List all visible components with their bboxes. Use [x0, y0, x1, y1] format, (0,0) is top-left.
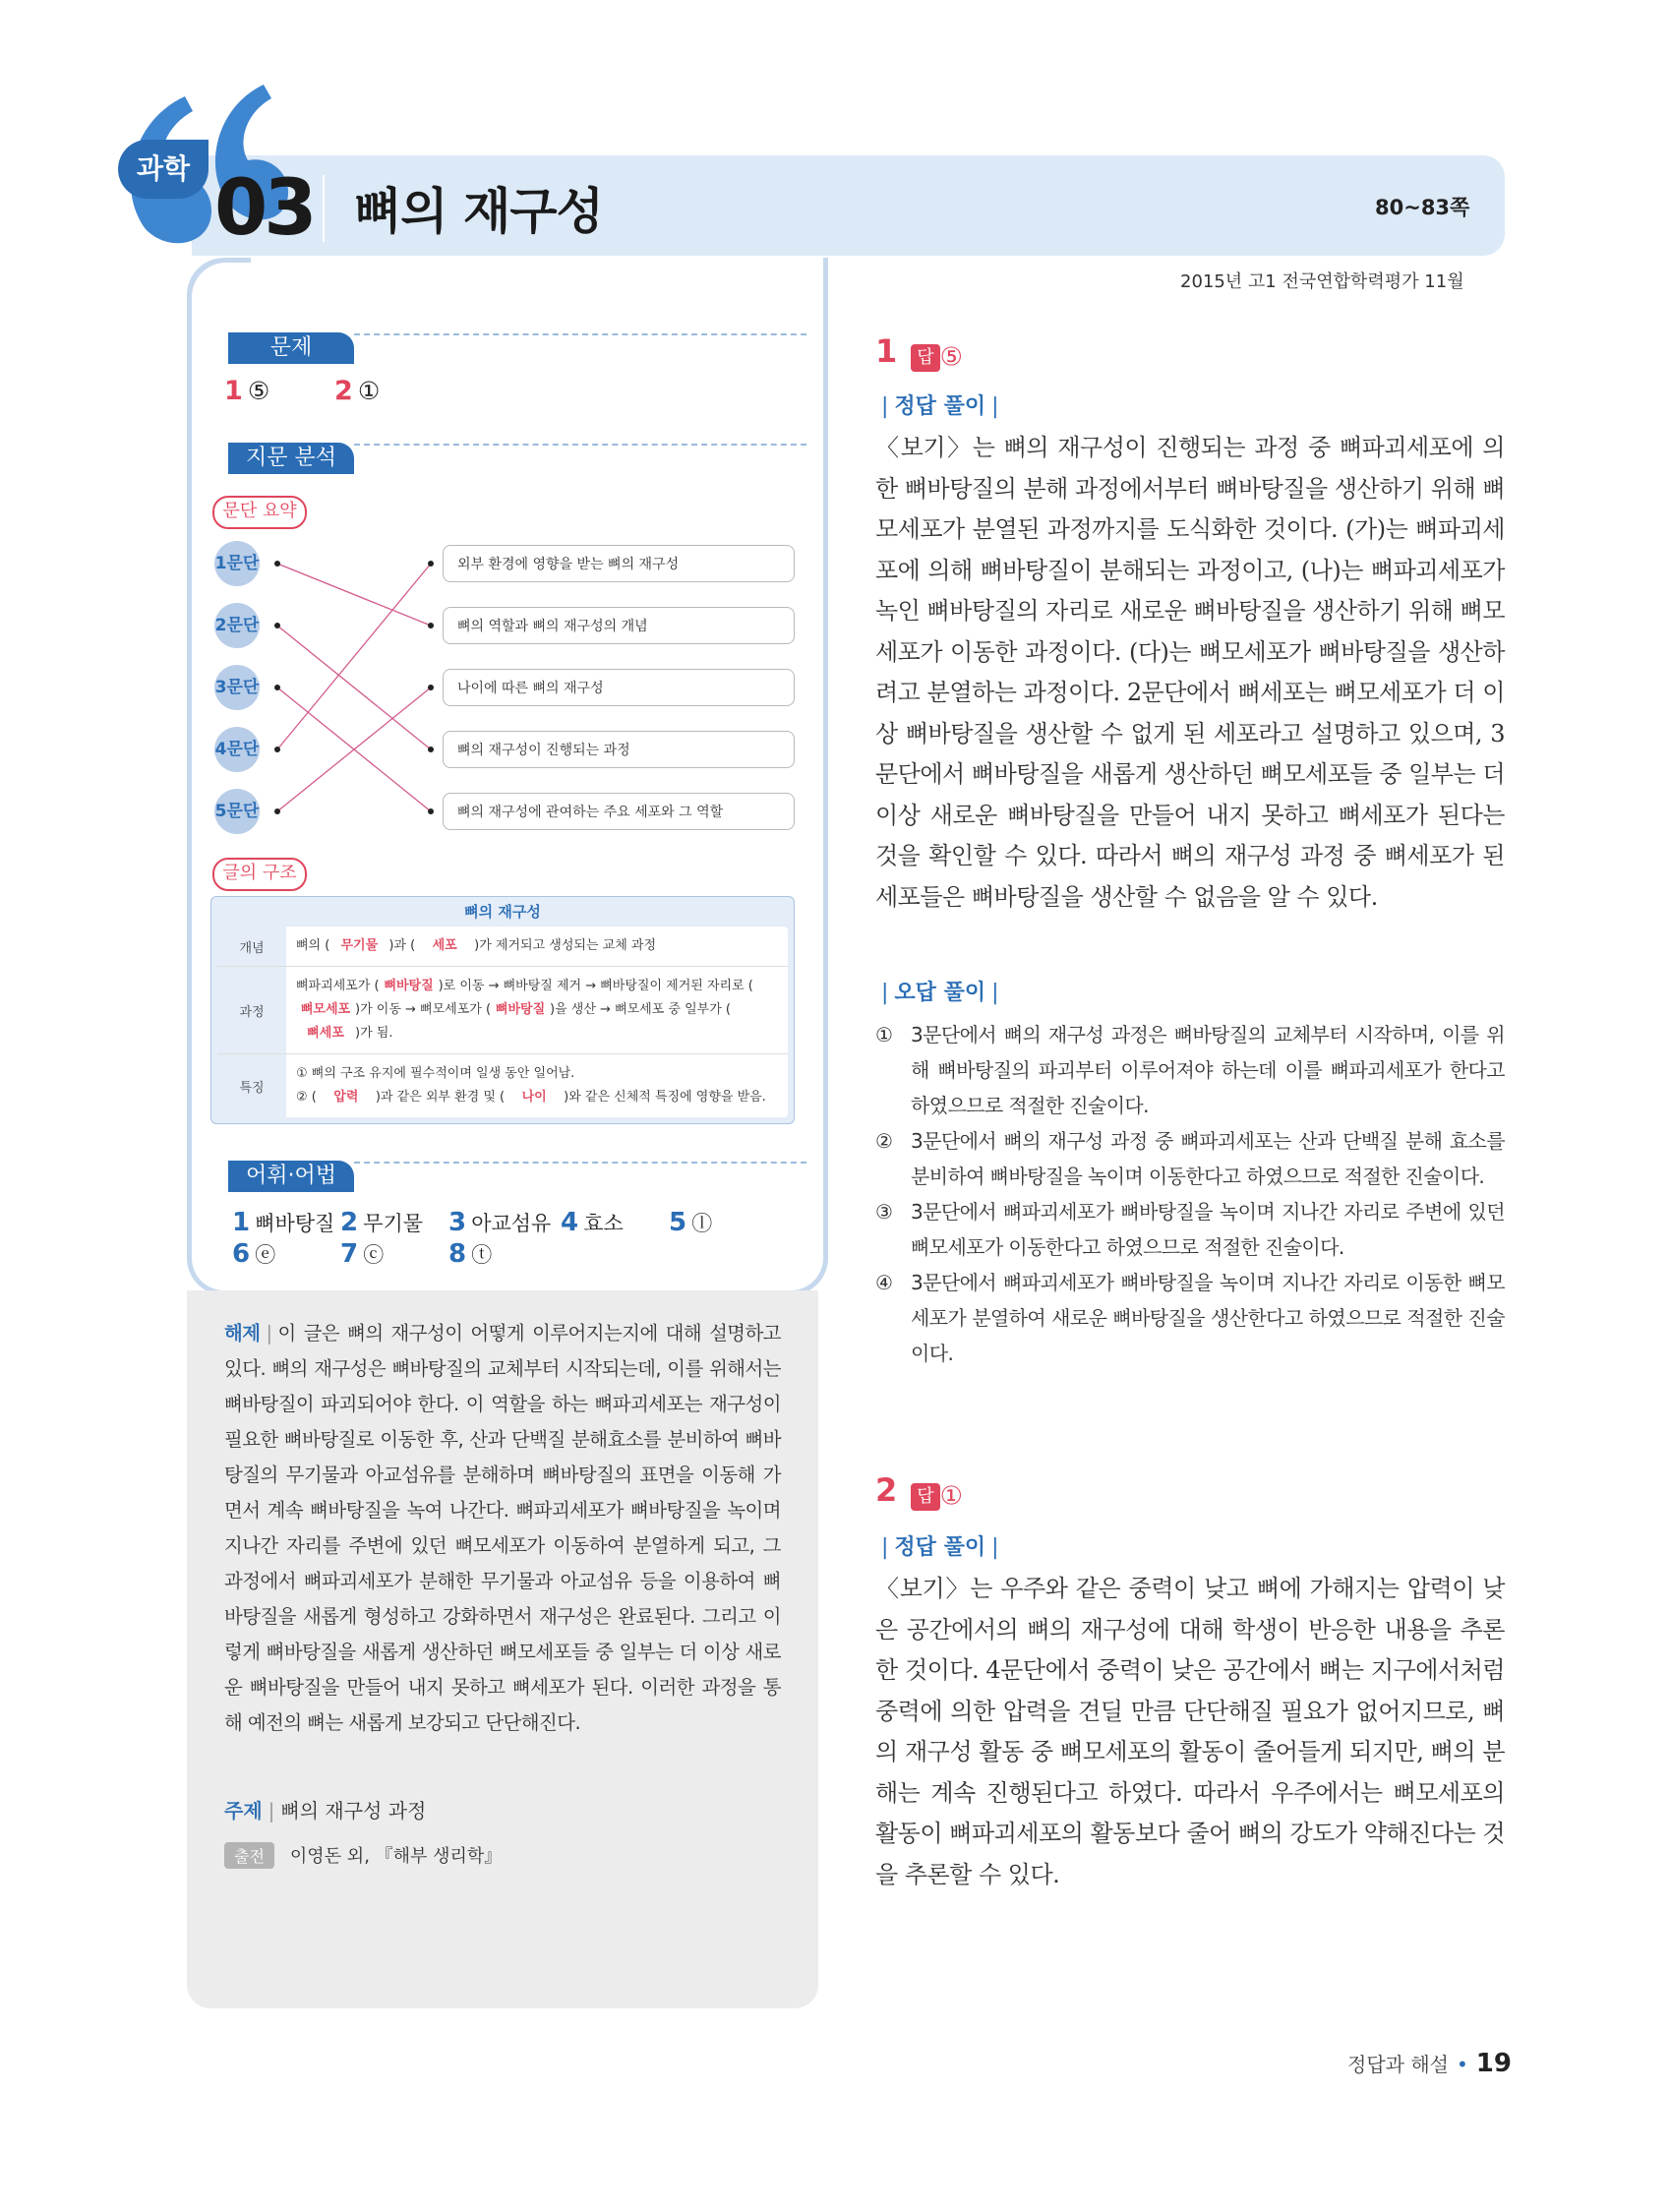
- row-text-part: ② (: [296, 1090, 317, 1105]
- vocab-number: 8: [448, 1239, 467, 1269]
- structure-row-concept: [217, 927, 788, 966]
- fill-blank: 세포: [432, 938, 457, 953]
- problem-answer-1: [224, 376, 269, 406]
- row-text: [286, 967, 788, 1053]
- page-title: 뼈의 재구성: [354, 183, 603, 240]
- vocab-number: 5: [669, 1208, 687, 1237]
- vocab-item-3: [448, 1208, 551, 1237]
- problem-answer-2: [334, 376, 380, 406]
- footer-label: 정답과 해설: [1347, 2053, 1449, 2076]
- fill-blank: 뼈바탕질: [495, 1002, 546, 1017]
- structure-row-process: [217, 966, 788, 1053]
- option-mark: ①: [875, 1023, 893, 1046]
- structure-label: 글의 구조: [212, 858, 307, 891]
- row-text-part: )와 같은 신체적 특징에 영향을 받음.: [564, 1090, 766, 1105]
- page-range: 80~83쪽: [1375, 196, 1470, 219]
- option-mark: ②: [875, 1129, 893, 1153]
- fill-blank: 뼈세포: [307, 1026, 344, 1041]
- heading-text: 오답 풀이: [894, 981, 986, 1005]
- vocab-item-4: [561, 1208, 624, 1237]
- summary-box-4: 뼈의 재구성이 진행되는 과정: [443, 731, 795, 768]
- row-text: [286, 1054, 788, 1117]
- vocab-value: 효소: [583, 1212, 624, 1235]
- explanation-text: [224, 1316, 781, 1741]
- summary-label: 문단 요약: [212, 496, 307, 529]
- row-text-part: )과 같은 외부 환경 및 (: [375, 1090, 506, 1105]
- q1-heading: [875, 332, 963, 373]
- paragraph-1: 1문단: [214, 541, 260, 586]
- row-text-part: )을 생산 → 뼈모세포 중 일부가 (: [550, 1002, 731, 1017]
- vocab-item-8: [448, 1239, 492, 1269]
- page-number: 19: [1475, 2049, 1512, 2078]
- fill-blank: 뼈바탕질: [384, 979, 434, 993]
- question-number: 2: [875, 1471, 898, 1509]
- option-text: 3문단에서 뼈의 재구성 과정은 뼈바탕질의 교체부터 시작하며, 이를 위해 뼈바탕질의 파괴부터 이루어져야 하는데 이를 뼈파괴세포가 한다고 하였으므로 적절한 진술이다.: [911, 1023, 1505, 1117]
- summary-box-3: 나이에 따른 뼈의 재구성: [443, 669, 795, 706]
- explanation-body: 이 글은 뼈의 재구성이 어떻게 이루어지는지에 대해 설명하고 있다. 뼈의 재구성은 뼈바탕질의 교체부터 시작되는데, 이를 위해서는 뼈바탕질이 파괴되어야 한다. 이 역할을 하는 뼈파괴세포는 재구성이 필요한 뼈바탕질로 이동한 후, 산과 단백질 분해효소를 분비하여 뼈바탕질의 무기물과 아교섬유를 분해하며 뼈바탕질의 표면을 이동해 가면서 계속 뼈바탕질을 녹여 나간다. 뼈파괴세포가 뼈바탕질을 녹이며 지나간 자리를 주변에 있던 뼈모세포가 이동하여 분열하게 되고, 그 과정에서 뼈파괴세포가 분해한 무기물과 아교섬유 등을 이용하여 뼈바탕질을 새롭게 형성하고 강화하면서 재구성은 완료된다. 그리고 이렇게 뼈바탕질을 새롭게 생산하던 뼈모세포들 중 일부는 더 이상 새로운 뼈바탕질을 만들어 내지 못하고 뼈세포가 된다. 이러한 과정을 통해 예전의 뼈는 새롭게 보강되고 단단해진다.: [224, 1322, 781, 1734]
- header-separator: [323, 175, 325, 242]
- divider: |: [881, 394, 889, 419]
- answer-tag: 답: [911, 1483, 939, 1511]
- fill-blank: 뼈모세포: [300, 1002, 351, 1017]
- q2-correct-heading: [875, 1530, 1005, 1561]
- row-text: [286, 927, 788, 966]
- option-mark: ③: [875, 1200, 893, 1224]
- summary-box-1: 외부 환경에 영향을 받는 뼈의 재구성: [443, 545, 795, 582]
- row-text-part: )가 됨.: [355, 1026, 393, 1041]
- vocab-value: 뼈바탕질: [255, 1212, 335, 1235]
- wrong-option-1: [875, 1017, 1505, 1123]
- divider: |: [266, 1322, 272, 1345]
- row-text-part: 뼈파괴세포가 (: [296, 979, 380, 993]
- fill-blank: 무기물: [340, 938, 379, 953]
- dashed-divider: [354, 444, 806, 446]
- source-text: 이영돈 외, 『해부 생리학』: [289, 1846, 503, 1867]
- vocab-item-5: [669, 1208, 712, 1237]
- source-tag: 출전: [224, 1842, 274, 1869]
- vocab-number: 6: [232, 1239, 251, 1269]
- row-text-part: )가 이동 → 뼈모세포가 (: [355, 1002, 492, 1017]
- divider: |: [991, 981, 999, 1005]
- vocab-value: ⓒ: [363, 1243, 385, 1267]
- answer-tag: 답: [911, 344, 939, 372]
- answer-number: 2: [334, 376, 353, 406]
- q1-correct-text: 〈보기〉는 뼈의 재구성이 진행되는 과정 중 뼈파괴세포에 의한 뼈바탕질의 분해 과정에서부터 뼈바탕질을 생산하기 위해 뼈모세포가 분열된 과정까지를 도식화한 것이다. (가)는 뼈파괴세포에 의해 뼈바탕질이 분해되는 과정이고, (나)는 뼈파괴세포가 녹인 뼈바탕질의 자리로 새로운 뼈바탕질을 생산하기 위해 뼈모세포가 이동한 과정이다. (다)는 뼈모세포가 뼈바탕질을 생산하려고 분열하는 과정이다. 2문단에서 뼈세포는 뼈모세포가 더 이상 뼈바탕질을 생산할 수 없게 된 세포라고 설명하고 있으며, 3문단에서 뼈바탕질을 새롭게 생산하던 뼈모세포들 중 일부는 더 이상 새로운 뼈바탕질을 만들어 내지 못하고 뼈세포가 된다는 것을 확인할 수 있다. 따라서 뼈의 재구성 과정 중 뼈세포가 된 세포들은 뼈바탕질을 생산할 수 없음을 알 수 있다.: [875, 434, 1505, 911]
- row-label: 개념: [217, 927, 286, 966]
- structure-title: 뼈의 재구성: [464, 903, 541, 921]
- theme-key: 주제: [224, 1799, 263, 1823]
- answer-number: 1: [224, 376, 243, 406]
- answer-value: ⑤: [247, 377, 270, 405]
- divider: |: [881, 1535, 889, 1560]
- theme-text: 뼈의 재구성 과정: [280, 1799, 427, 1823]
- wrong-option-3: [875, 1194, 1505, 1265]
- vocab-number: 2: [340, 1208, 359, 1237]
- fill-blank: 나이: [521, 1090, 547, 1105]
- divider: |: [268, 1799, 275, 1823]
- option-text: 3문단에서 뼈파괴세포가 뼈바탕질을 녹이며 지나간 자리로 주변에 있던 뼈모세포가 이동한다고 하였으므로 적절한 진술이다.: [911, 1200, 1505, 1259]
- q1-correct-heading: [875, 389, 1005, 420]
- answer-value: ⑤: [939, 342, 963, 373]
- structure-row-feature: [217, 1053, 788, 1117]
- heading-text: 정답 풀이: [894, 394, 986, 419]
- option-mark: ④: [875, 1271, 893, 1294]
- answer-value: ①: [939, 1481, 963, 1512]
- vocab-number: 4: [561, 1208, 579, 1237]
- summary-box-5: 뼈의 재구성에 관여하는 주요 세포와 그 역할: [443, 793, 795, 830]
- vocab-number: 1: [232, 1208, 251, 1237]
- vocab-number: 3: [448, 1208, 467, 1237]
- structure-table: [210, 896, 795, 1124]
- vocab-item-2: [340, 1208, 423, 1237]
- divider: |: [881, 981, 889, 1005]
- theme-line: [224, 1795, 426, 1823]
- q2-heading: [875, 1471, 963, 1512]
- vocab-value: ⓔ: [255, 1243, 276, 1267]
- unit-number: 03: [214, 164, 314, 253]
- heading-text: 정답 풀이: [894, 1535, 986, 1560]
- paragraph-4: 4문단: [214, 727, 260, 772]
- paragraph-3: 3문단: [214, 665, 260, 710]
- analysis-tab: 지문 분석: [228, 443, 354, 474]
- fill-blank: 압력: [333, 1090, 359, 1105]
- paragraph-2: 2문단: [214, 603, 260, 648]
- summary-box-2: 뼈의 역할과 뼈의 재구성의 개념: [443, 607, 795, 644]
- left-panel-corner: [187, 258, 251, 322]
- subject-badge: 과학: [118, 140, 209, 199]
- source-line: [224, 1842, 502, 1869]
- row-text-part: )로 이동 → 뼈바탕질 제거 → 뼈바탕질이 제거된 자리로 (: [438, 979, 753, 993]
- row-label: 과정: [217, 967, 286, 1053]
- problems-tab: 문제: [228, 332, 354, 364]
- structure-body: [217, 927, 788, 1117]
- divider: |: [991, 394, 999, 419]
- paragraph-5: 5문단: [214, 789, 260, 834]
- vocab-item-7: [340, 1239, 384, 1269]
- q2-correct-text: 〈보기〉는 우주와 같은 중력이 낮고 뼈에 가해지는 압력이 낮은 공간에서의 뼈의 재구성에 대해 학생이 반응한 내용을 추론한 것이다. 4문단에서 중력이 낮은 공간에서 뼈는 지구에서처럼 중력에 의한 압력을 견딜 만큼 단단해질 필요가 없어지므로, 뼈의 재구성 활동 중 뼈모세포의 활동이 줄어들게 되지만, 뼈의 분해는 계속 진행된다고 하였다. 따라서 우주에서는 뼈모세포의 활동이 뼈파괴세포의 활동보다 줄어 뼈의 강도가 약해진다는 것을 추론할 수 있다.: [875, 1575, 1505, 1888]
- answer-value: ①: [357, 377, 381, 405]
- vocab-value: 무기물: [363, 1212, 424, 1235]
- wrong-option-2: [875, 1123, 1505, 1194]
- vocab-number: 7: [340, 1239, 359, 1269]
- row-text-part: 뼈의 (: [296, 938, 330, 953]
- row-text-part: )가 제거되고 생성되는 교체 과정: [474, 938, 657, 953]
- row-label: 특징: [217, 1054, 286, 1117]
- row-text-part: ① 뼈의 구조 유지에 필수적이며 일생 동안 일어남.: [296, 1066, 575, 1081]
- explanation-key: 해제: [224, 1322, 261, 1345]
- option-text: 3문단에서 뼈파괴세포가 뼈바탕질을 녹이며 지나간 자리로 이동한 뼈모세포가 분열하여 새로운 뼈바탕질을 생산한다고 하였으므로 적절한 진술이다.: [911, 1271, 1505, 1365]
- vocab-value: ⓛ: [691, 1212, 713, 1235]
- separator-dot: •: [1456, 2053, 1468, 2076]
- vocab-tab: 어휘·어법: [228, 1161, 354, 1192]
- question-number: 1: [875, 332, 898, 370]
- q1-wrong-heading: [875, 976, 1005, 1006]
- vocab-value: ⓣ: [471, 1243, 493, 1267]
- source-exam: 2015년 고1 전국연합학력평가 11월: [1180, 271, 1464, 292]
- row-text-part: )과 (: [388, 938, 416, 953]
- dashed-divider: [354, 1162, 806, 1164]
- wrong-option-4: [875, 1265, 1505, 1371]
- divider: |: [991, 1535, 999, 1560]
- matching-lines: [266, 546, 438, 831]
- option-text: 3문단에서 뼈의 재구성 과정 중 뼈파괴세포는 산과 단백질 분해 효소를 분비하여 뼈바탕질을 녹이며 이동한다고 하였으므로 적절한 진술이다.: [911, 1129, 1505, 1188]
- q1-wrong-list: [875, 1017, 1505, 1371]
- dashed-divider: [354, 333, 806, 335]
- vocab-value: 아교섬유: [471, 1212, 552, 1235]
- vocab-item-6: [232, 1239, 275, 1269]
- page-footer: [1347, 2049, 1512, 2078]
- vocab-item-1: [232, 1208, 334, 1237]
